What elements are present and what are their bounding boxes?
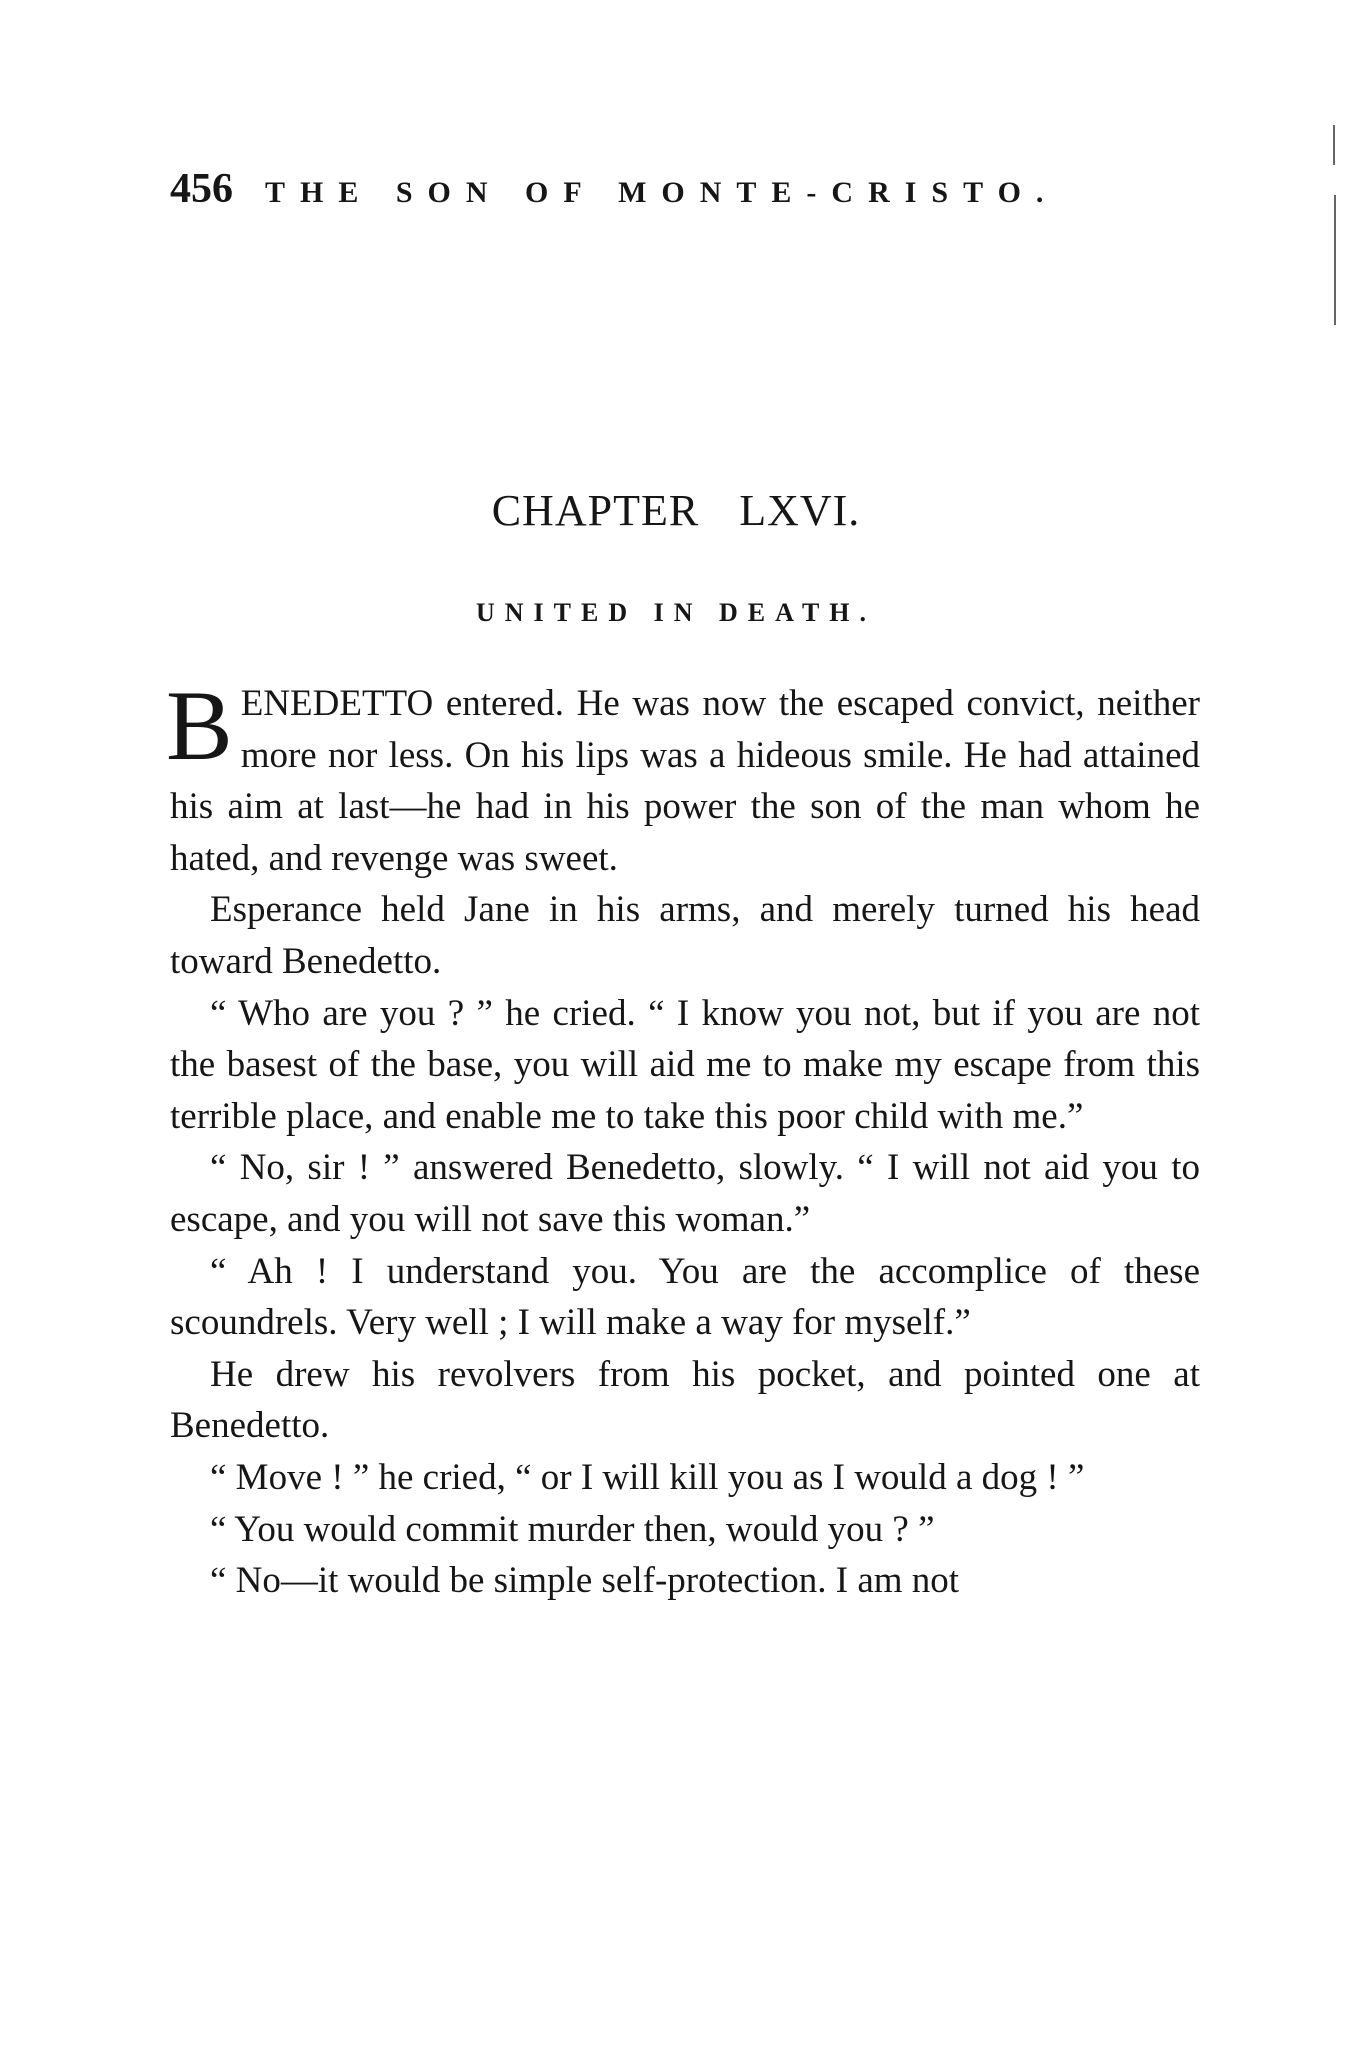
page-number: 456 (170, 166, 233, 212)
chapter-subtitle: UNITED IN DEATH. (475, 598, 877, 627)
chapter-heading (0, 485, 1352, 536)
paragraph: “ No—it would be simple self-protection. I am not (210, 1560, 960, 1602)
running-title: THE SON OF MONTE-CRISTO. (265, 176, 1059, 209)
chapter-body (166, 670, 1200, 1607)
paragraph: “ Move ! ” he cried, “ or I will kill you as I would a dog ! ” (210, 1456, 1085, 1498)
drop-cap: B (166, 670, 233, 781)
paragraph: Esperance held Jane in his arms, and merely turned his head toward Benedetto. (170, 889, 1200, 982)
page-edge-marks (1333, 125, 1337, 335)
paragraph: “ You would commit murder then, would you ? ” (210, 1508, 935, 1550)
paragraph: “ No, sir ! ” answered Benedetto, slowly. “ I will not aid you to escape, and you will not save this woman.” (170, 1147, 1200, 1240)
paragraph: He drew his revolvers from his pocket, and pointed one at Benedetto. (170, 1353, 1200, 1447)
chapter-number: LXVI. (739, 486, 861, 535)
paragraph: “ Ah ! I understand you. You are the accomplice of these scoundrels. Very well ; I will make a way for myself.” (170, 1250, 1200, 1344)
chapter-label: CHAPTER (491, 486, 700, 535)
running-head (170, 165, 1058, 213)
paragraph-text: ENEDETTO entered. He was now the escaped convict, neither more nor less. On his lips was a hideous smile. He had attained his aim at last—he had in his power the son of the man whom he hated, and revenge was sweet. (170, 683, 1200, 879)
paragraph: “ Who are you ? ” he cried. “ I know you not, but if you are not the basest of the base, you will aid me to make my escape from this terrible place, and enable me to take this poor child with me.” (170, 992, 1200, 1137)
paragraph (166, 670, 1200, 884)
